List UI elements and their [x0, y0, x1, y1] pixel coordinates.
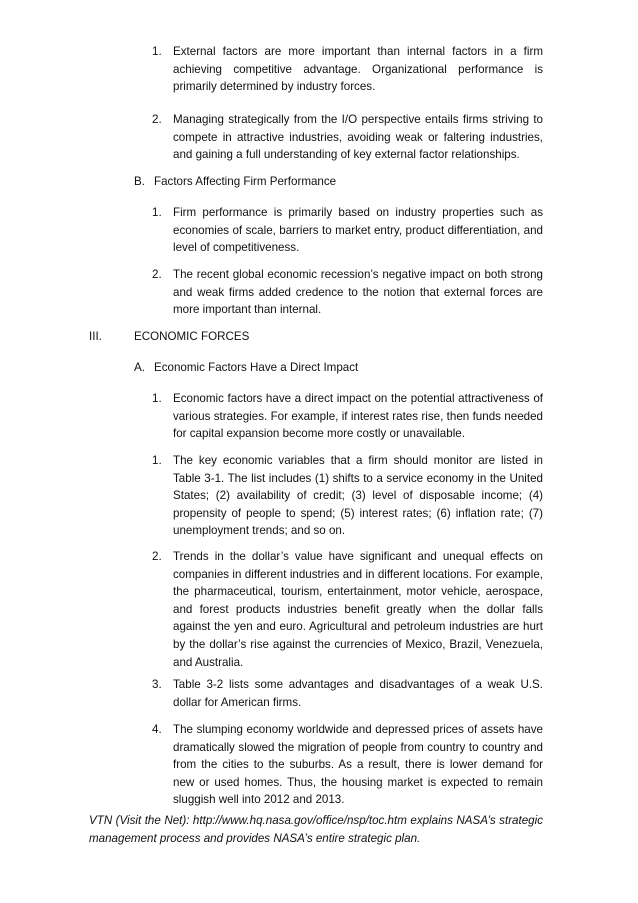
io-item-2-number: 2. — [152, 113, 162, 126]
section-a-item-4-number: 3. — [152, 678, 162, 691]
section-a-item-4-text: Table 3-2 lists some advantages and disadvantages of a weak U.S. dollar for American firms. — [173, 678, 543, 709]
section-a-item-3-number: 2. — [152, 550, 162, 563]
section-b-item-2-number: 2. — [152, 268, 162, 281]
section-b-item-1-number: 1. — [152, 206, 162, 219]
section-b-title: Factors Affecting Firm Performance — [154, 175, 337, 188]
section-a-label: A. — [134, 361, 145, 374]
section-a-item-5-text: The slumping economy worldwide and depressed prices of assets have dramatically slowed the migration of people from country to country and from the cities to the suburbs. As a result, there is lower demand for new or used homes. Thus, the housing market is expected to remain sluggish well into 2012 and 2013. — [173, 723, 543, 807]
section-b-item-2-text: The recent global economic recession’s negative impact on both strong and weak firms added credence to the notion that external forces are more important than internal. — [173, 268, 543, 317]
section-a-title: Economic Factors Have a Direct Impact — [154, 361, 359, 374]
io-item-1-number: 1. — [152, 45, 162, 58]
section-a-item-1-text: Economic factors have a direct impact on the potential attractiveness of various strategies. For example, if interest rates rise, then funds needed for capital expansion become more costly or unavailable. — [173, 392, 543, 441]
section-a-item-2-number: 1. — [152, 454, 162, 467]
section-a-item-3-text: Trends in the dollar’s value have significant and unequal effects on companies in different industries and in different locations. For example, the pharmaceutical, tourism, entertainment, motor vehicle, aerospace, and forest products industries benefit greatly when the dollar falls against the yen and euro. Agricultural and petroleum industries are hurt by the dollar’s rise against the currencies of Mexico, Brazil, Venezuela, and Australia. — [173, 550, 543, 669]
section-iii-title: ECONOMIC FORCES — [134, 330, 250, 343]
section-iii-label: III. — [89, 330, 102, 343]
io-item-2-text: Managing strategically from the I/O perspective entails firms striving to compete in attractive industries, avoiding weak or faltering industries, and gaining a full understanding of key external factor relationships. — [173, 113, 543, 162]
section-b-item-1-text: Firm performance is primarily based on industry properties such as economies of scale, barriers to market entry, product differentiation, and level of competitiveness. — [173, 206, 543, 255]
vtn-note: VTN (Visit the Net): http://www.hq.nasa.gov/office/nsp/toc.htm explains NASA’s strategic management process and provides NASA’s entire strategic plan. — [89, 814, 543, 845]
io-item-1-text: External factors are more important than internal factors in a firm achieving competitive advantage. Organizational performance is primarily determined by industry forces. — [173, 45, 543, 94]
section-a-item-1-number: 1. — [152, 392, 162, 405]
section-a-item-2-text: The key economic variables that a firm should monitor are listed in Table 3-1. The list includes (1) shifts to a service economy in the United States; (2) availability of credit; (3) level of disposable income; (4) propensity of people to spend; (5) interest rates; (6) inflation rate; (7) unemployment trends; and so on. — [173, 454, 543, 538]
section-a-item-5-number: 4. — [152, 723, 162, 736]
section-b-label: B. — [134, 175, 145, 188]
